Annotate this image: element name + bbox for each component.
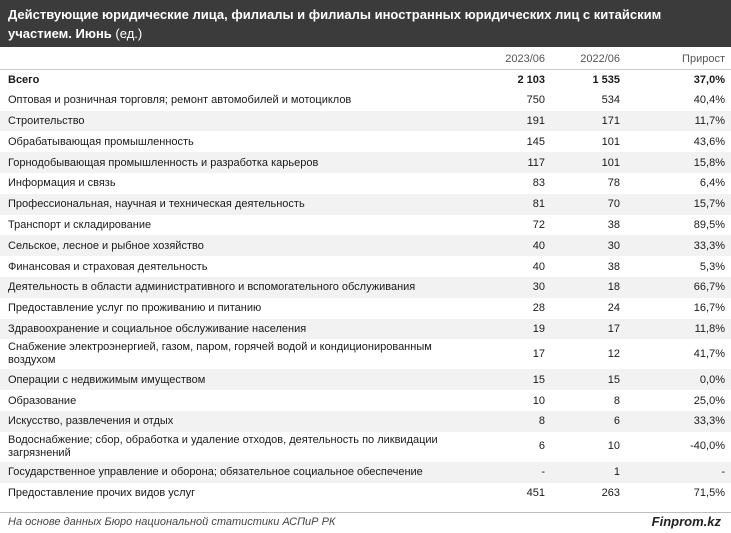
row-value-2023: - xyxy=(459,462,551,483)
row-name: Финансовая и страховая деятельность xyxy=(8,260,208,273)
table-row xyxy=(0,411,731,432)
row-name: Всего xyxy=(0,69,459,90)
row-value-2023: 145 xyxy=(526,135,545,148)
row-name: Строительство xyxy=(0,111,459,132)
table-row xyxy=(0,131,731,152)
table-row xyxy=(0,462,731,483)
row-growth: 15,8% xyxy=(626,152,731,173)
row-value-2022: 8 xyxy=(613,394,620,407)
table-row xyxy=(0,390,731,411)
source-note: На основе данных Бюро национальной статистики АСПиР РК xyxy=(8,516,336,528)
table-row xyxy=(0,298,731,319)
row-value-2023: 117 xyxy=(459,152,551,173)
data-table xyxy=(0,48,731,503)
row-value-2023: 28 xyxy=(532,302,545,315)
row-value-2022: 101 xyxy=(601,135,620,148)
table-row xyxy=(0,339,731,369)
row-value-2023: 10 xyxy=(532,394,545,407)
row-value-2023: 19 xyxy=(459,319,551,340)
table-row xyxy=(0,111,731,132)
row-growth: 11,7% xyxy=(626,111,731,132)
table-header-row xyxy=(0,48,731,69)
row-name: Водоснабжение; сбор, обработка и удаление отходов, деятельность по ликвидации загрязнений xyxy=(8,433,438,459)
table-row xyxy=(0,152,731,173)
row-growth: 5,3% xyxy=(699,260,725,273)
row-value-2022: 263 xyxy=(601,486,620,499)
row-growth: 33,3% xyxy=(626,411,731,432)
row-name: Образование xyxy=(8,394,77,407)
row-value-2023: 81 xyxy=(459,194,551,215)
table-row xyxy=(0,194,731,215)
row-value-2022: 1 xyxy=(551,462,626,483)
row-value-2022: 18 xyxy=(551,277,626,298)
row-name: Транспорт и складирование xyxy=(8,218,152,231)
row-value-2022: 1 535 xyxy=(551,69,626,90)
row-value-2022: 12 xyxy=(607,347,620,360)
column-header-name xyxy=(0,48,459,69)
row-value-2022: 17 xyxy=(551,319,626,340)
row-value-2023: 451 xyxy=(526,486,545,499)
row-name: Предоставление прочих видов услуг xyxy=(8,486,196,499)
table-row-total xyxy=(0,69,731,90)
row-growth: 25,0% xyxy=(693,394,725,407)
row-name: Горнодобывающая промышленность и разработка карьеров xyxy=(0,152,459,173)
row-name: Здравоохранение и социальное обслуживание населения xyxy=(0,319,459,340)
brand-logo-text: Finprom.kz xyxy=(651,514,721,529)
row-growth: 41,7% xyxy=(693,347,725,360)
row-growth: - xyxy=(626,462,731,483)
row-value-2022: 15 xyxy=(551,369,626,390)
row-value-2023: 750 xyxy=(526,94,545,107)
row-value-2022: 30 xyxy=(551,235,626,256)
table-title: Действующие юридические лица, филиалы и филиалы иностранных юридических лиц с китайским участием. Июнь xyxy=(8,7,662,41)
row-name: Сельское, лесное и рыбное хозяйство xyxy=(0,235,459,256)
footer xyxy=(0,512,731,533)
table-row xyxy=(0,432,731,462)
row-value-2022: 10 xyxy=(607,440,620,453)
row-value-2022: 101 xyxy=(551,152,626,173)
table-row xyxy=(0,90,731,111)
column-header-2023: 2023/06 xyxy=(505,53,545,66)
row-value-2022: 24 xyxy=(607,302,620,315)
table-row xyxy=(0,369,731,390)
row-value-2023: 191 xyxy=(459,111,551,132)
row-growth: 11,8% xyxy=(626,319,731,340)
table-row xyxy=(0,256,731,277)
row-growth: 66,7% xyxy=(626,277,731,298)
row-value-2023: 40 xyxy=(459,235,551,256)
row-growth: 0,0% xyxy=(626,369,731,390)
row-growth: 89,5% xyxy=(693,218,725,231)
row-growth: -40,0% xyxy=(690,440,725,453)
row-value-2022: 534 xyxy=(601,94,620,107)
table-title-bar xyxy=(0,0,731,47)
table-body xyxy=(0,69,731,503)
table-row xyxy=(0,235,731,256)
row-growth: 40,4% xyxy=(693,94,725,107)
column-header-2022: 2022/06 xyxy=(580,53,620,66)
row-value-2023: 6 xyxy=(538,440,545,453)
row-growth: 71,5% xyxy=(693,486,725,499)
row-value-2022: 38 xyxy=(607,218,620,231)
table-row xyxy=(0,277,731,298)
row-name: Информация и связь xyxy=(8,177,116,190)
row-name: Операции с недвижимым имуществом xyxy=(0,369,459,390)
row-name: Профессиональная, научная и техническая деятельность xyxy=(0,194,459,215)
column-header-growth: Прирост xyxy=(682,53,725,66)
row-value-2023: 17 xyxy=(532,347,545,360)
row-growth: 6,4% xyxy=(699,177,725,190)
row-value-2023: 2 103 xyxy=(459,69,551,90)
row-value-2023: 72 xyxy=(532,218,545,231)
row-value-2022: 6 xyxy=(551,411,626,432)
row-value-2023: 83 xyxy=(532,177,545,190)
table-row xyxy=(0,215,731,236)
row-value-2022: 78 xyxy=(607,177,620,190)
table-row xyxy=(0,319,731,340)
row-growth: 37,0% xyxy=(626,69,731,90)
row-growth: 33,3% xyxy=(626,235,731,256)
row-name: Оптовая и розничная торговля; ремонт автомобилей и мотоциклов xyxy=(8,94,352,107)
row-name: Искусство, развлечения и отдых xyxy=(0,411,459,432)
row-value-2022: 171 xyxy=(551,111,626,132)
table-row xyxy=(0,173,731,194)
row-value-2022: 70 xyxy=(551,194,626,215)
row-growth: 43,6% xyxy=(693,135,725,148)
row-name: Обрабатывающая промышленность xyxy=(8,135,194,148)
row-value-2023: 30 xyxy=(459,277,551,298)
row-growth: 15,7% xyxy=(626,194,731,215)
table-row xyxy=(0,483,731,504)
row-value-2023: 8 xyxy=(459,411,551,432)
row-name: Предоставление услуг по проживанию и питанию xyxy=(8,302,262,315)
row-name: Деятельность в области административного и вспомогательного обслуживания xyxy=(0,277,459,298)
table-unit: (ед.) xyxy=(115,26,143,41)
row-value-2023: 15 xyxy=(459,369,551,390)
row-growth: 16,7% xyxy=(693,302,725,315)
row-value-2023: 40 xyxy=(532,260,545,273)
row-value-2022: 38 xyxy=(607,260,620,273)
row-name: Снабжение электроэнергией, газом, паром, горячей водой и кондиционированным воздухом xyxy=(8,341,432,367)
row-name: Государственное управление и оборона; обязательное социальное обеспечение xyxy=(0,462,459,483)
